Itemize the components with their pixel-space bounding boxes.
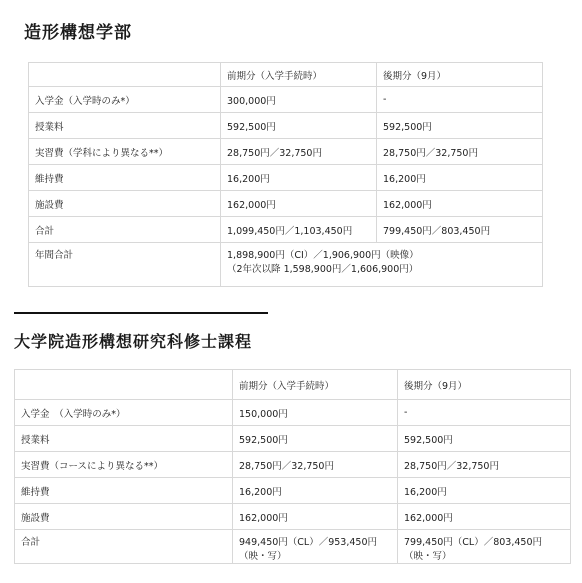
second-term-value: - — [398, 400, 571, 426]
second-term-value — [398, 530, 571, 564]
table-row — [15, 400, 571, 426]
header-cell-empty — [15, 370, 233, 400]
total-first-line: 949,450円（CL）／953,450円 — [239, 537, 377, 548]
total-second-note: （映・写） — [404, 551, 452, 562]
table-row-annual-total — [29, 243, 543, 287]
table-row-total — [15, 530, 571, 564]
table-header-row — [15, 370, 571, 400]
second-term-value: - — [377, 87, 543, 113]
row-label: 授業料 — [15, 426, 233, 452]
second-term-value: 16,200円 — [398, 478, 571, 504]
row-label: 維持費 — [15, 478, 233, 504]
first-term-value: 162,000円 — [221, 191, 377, 217]
row-label: 施設費 — [29, 191, 221, 217]
first-term-value — [233, 530, 398, 564]
table-row — [29, 191, 543, 217]
table-row — [29, 113, 543, 139]
header-cell-empty — [29, 63, 221, 87]
second-term-value: 799,450円／803,450円 — [377, 217, 543, 243]
second-term-value: 28,750円／32,750円 — [398, 452, 571, 478]
second-term-value: 592,500円 — [398, 426, 571, 452]
table-row — [29, 165, 543, 191]
header-cell-first-term: 前期分（入学手続時） — [233, 370, 398, 400]
second-term-value: 162,000円 — [377, 191, 543, 217]
row-label: 年間合計 — [29, 243, 221, 287]
section-title-undergraduate: 造形構想学部 — [24, 23, 132, 43]
header-cell-second-term: 後期分（9月） — [377, 63, 543, 87]
row-label: 授業料 — [29, 113, 221, 139]
section-title-graduate: 大学院造形構想研究科修士課程 — [14, 332, 253, 351]
table-row — [15, 452, 571, 478]
annual-total-value — [221, 243, 543, 287]
first-term-value: 28,750円／32,750円 — [233, 452, 398, 478]
annual-total-line: 1,898,900円（CI）／1,906,900円（映像） — [227, 250, 419, 261]
row-label: 実習費（学科により異なる**） — [29, 139, 221, 165]
first-term-value: 1,099,450円／1,103,450円 — [221, 217, 377, 243]
section-divider — [14, 312, 268, 314]
first-term-value: 16,200円 — [233, 478, 398, 504]
row-label: 入学金（入学時のみ*） — [29, 87, 221, 113]
table-row — [29, 217, 543, 243]
table-row — [15, 426, 571, 452]
table-row — [29, 87, 543, 113]
graduate-fee-table — [14, 369, 571, 564]
row-label: 合計 — [29, 217, 221, 243]
second-term-value: 16,200円 — [377, 165, 543, 191]
header-cell-second-term: 後期分（9月） — [398, 370, 571, 400]
total-first-note: （映・写） — [239, 551, 287, 562]
total-second-line: 799,450円（CL）／803,450円 — [404, 537, 542, 548]
first-term-value: 592,500円 — [221, 113, 377, 139]
second-term-value: 592,500円 — [377, 113, 543, 139]
first-term-value: 150,000円 — [233, 400, 398, 426]
row-label: 施設費 — [15, 504, 233, 530]
second-term-value: 162,000円 — [398, 504, 571, 530]
second-term-value: 28,750円／32,750円 — [377, 139, 543, 165]
row-label: 維持費 — [29, 165, 221, 191]
table-header-row — [29, 63, 543, 87]
first-term-value: 16,200円 — [221, 165, 377, 191]
first-term-value: 28,750円／32,750円 — [221, 139, 377, 165]
row-label: 入学金 （入学時のみ*） — [15, 400, 233, 426]
row-label: 実習費（コースにより異なる**） — [15, 452, 233, 478]
first-term-value: 592,500円 — [233, 426, 398, 452]
table-row — [29, 139, 543, 165]
first-term-value: 300,000円 — [221, 87, 377, 113]
table-row — [15, 504, 571, 530]
annual-total-note: （2年次以降 1,598,900円／1,606,900円） — [227, 264, 419, 275]
table-row — [15, 478, 571, 504]
first-term-value: 162,000円 — [233, 504, 398, 530]
header-cell-first-term: 前期分（入学手続時） — [221, 63, 377, 87]
undergraduate-fee-table — [28, 62, 543, 287]
row-label: 合計 — [15, 530, 233, 564]
